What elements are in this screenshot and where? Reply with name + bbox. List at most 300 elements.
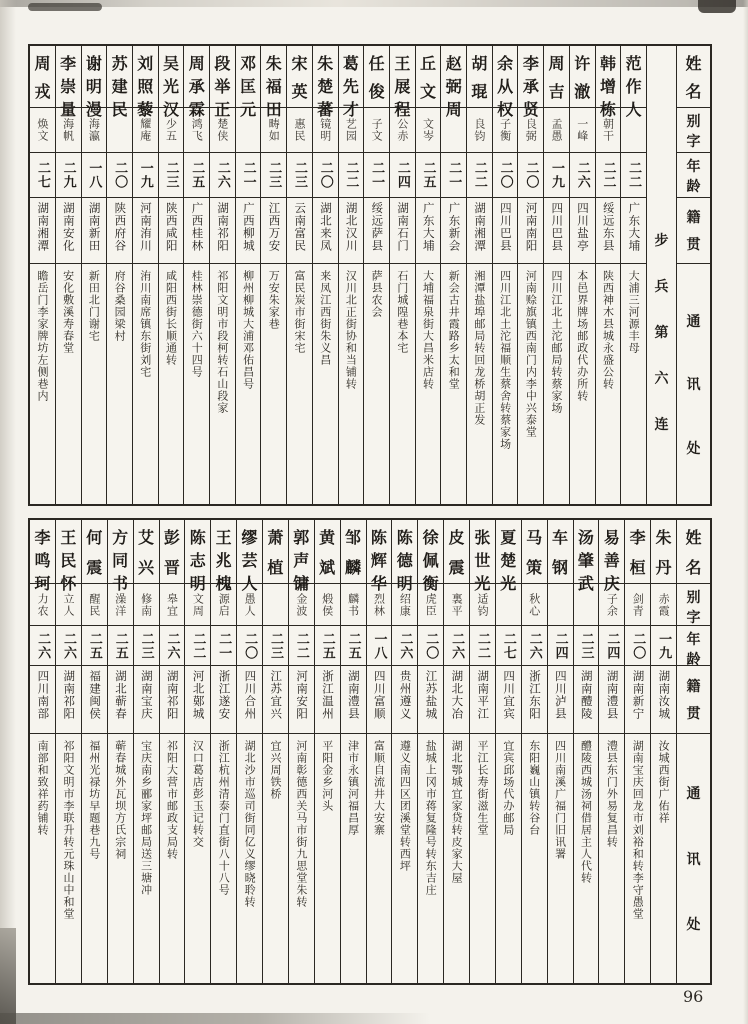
person-name-char: 肇 — [577, 551, 594, 570]
roster-column — [55, 46, 81, 504]
age-cell — [107, 153, 132, 198]
contact-address-cell — [416, 264, 441, 504]
contact-address-cell — [651, 734, 676, 983]
person-name-cell — [211, 520, 236, 593]
native-place-cell-text: 湖南醴陵 — [579, 670, 594, 720]
courtesy-name-cell-text: 立人 — [61, 592, 75, 617]
row-header-age-label — [687, 153, 701, 197]
person-name-char: 英 — [291, 82, 308, 101]
native-place-cell-text: 湖北蕲春 — [113, 670, 128, 720]
courtesy-name-cell — [570, 108, 595, 153]
age-cell — [339, 153, 364, 198]
roster-column — [340, 520, 366, 983]
roster-column — [210, 520, 236, 983]
age-cell — [390, 153, 415, 198]
person-name-cell — [339, 46, 364, 119]
contact-address-cell — [522, 734, 547, 983]
contact-address-cell-text: 大浦三河源丰母 — [627, 270, 641, 354]
person-name-cell — [493, 46, 518, 119]
row-header-age — [677, 153, 710, 198]
age-cell — [287, 153, 312, 198]
roster-column — [573, 520, 599, 983]
scan-artifact — [0, 928, 16, 1024]
person-name-char: 澈 — [574, 82, 591, 101]
person-name-char: 夏 — [500, 528, 517, 547]
person-name-char: 韩 — [599, 54, 616, 73]
person-name-cell — [108, 520, 133, 593]
person-name-char: 震 — [86, 558, 103, 577]
person-name-cell — [184, 46, 209, 119]
contact-address-cell — [108, 734, 133, 983]
contact-address-cell — [134, 734, 159, 983]
roster-column — [391, 520, 417, 983]
section-label-char: 兵 — [654, 279, 669, 295]
person-name-cell — [570, 46, 595, 108]
age-cell-text: 二七 — [34, 161, 50, 189]
age-cell — [56, 153, 81, 198]
person-name-char: 华 — [370, 574, 387, 593]
person-name-char: 汤 — [577, 528, 594, 547]
person-name-char: 权 — [497, 100, 514, 119]
age-cell-text: 二六 — [449, 631, 465, 660]
person-name-char: 缪 — [241, 528, 258, 547]
age-cell — [185, 626, 210, 666]
person-name-cell — [522, 520, 547, 584]
courtesy-name-cell-text: 烈林 — [372, 592, 386, 617]
courtesy-name-cell — [56, 584, 81, 626]
person-name-char: 藜 — [137, 100, 154, 119]
age-cell-text: 二一 — [369, 161, 385, 189]
age-cell-text: 二四 — [604, 631, 620, 660]
courtesy-name-cell-text: 子文 — [370, 118, 384, 142]
person-name — [574, 46, 590, 107]
person-name-char: 葛 — [342, 54, 359, 73]
person-name-char: 程 — [394, 100, 411, 119]
native-place-cell — [548, 666, 573, 734]
person-name — [34, 520, 51, 593]
person-name — [549, 46, 565, 107]
contact-address-cell-text: 陕西神木县城永盛公转 — [601, 270, 615, 390]
native-place-cell-text: 湖南湘潭 — [36, 202, 51, 252]
person-name-char: 珂 — [34, 574, 51, 593]
courtesy-name-cell — [315, 584, 340, 626]
row-header-age-label-char: 龄 — [686, 652, 701, 668]
contact-address-cell — [367, 734, 392, 983]
person-name-char: 正 — [214, 100, 231, 119]
section-label-char: 六 — [654, 371, 669, 387]
courtesy-name-cell — [441, 108, 466, 153]
roster-column — [132, 46, 158, 504]
row-header-column — [676, 520, 710, 983]
age-cell — [184, 153, 209, 198]
person-name-char: 辉 — [370, 551, 387, 570]
courtesy-name-cell — [496, 584, 521, 626]
person-name-char: 福 — [265, 77, 282, 96]
contact-address-cell-text: 汉川北正街协和当铺转 — [344, 270, 358, 390]
roster-column — [312, 46, 338, 504]
age-cell — [392, 626, 417, 666]
person-name — [342, 46, 359, 119]
roster-column — [288, 520, 314, 983]
person-name — [267, 520, 283, 583]
row-header-native-label — [687, 198, 701, 263]
section-label — [655, 46, 669, 504]
person-name-char: 怀 — [60, 574, 77, 593]
courtesy-name-cell — [263, 584, 288, 626]
person-name-cell — [56, 46, 81, 119]
row-header-contact-label-char: 处 — [686, 440, 701, 457]
person-name — [630, 520, 646, 583]
contact-address-cell — [570, 264, 595, 504]
contact-address-cell-text: 安化敷溪寿春堂 — [61, 270, 75, 354]
contact-address-cell-text: 富顺自流井大安寨 — [372, 740, 386, 836]
courtesy-name-cell — [418, 584, 443, 626]
contact-address-cell-text: 祁阳文明市段柯转石山段家 — [215, 270, 229, 414]
person-name-cell — [263, 520, 288, 584]
person-name-char: 佩 — [422, 551, 439, 570]
courtesy-name-cell — [416, 108, 441, 153]
person-name-char: 萧 — [267, 528, 284, 547]
courtesy-name-cell-text: 秋心 — [527, 592, 541, 617]
contact-address-cell — [185, 734, 210, 983]
contact-address-cell — [364, 264, 389, 504]
person-name-char: 许 — [574, 54, 591, 73]
roster-column — [547, 520, 573, 983]
person-name-char: 邹 — [345, 528, 362, 547]
contact-address-cell — [30, 734, 55, 983]
native-place-cell — [418, 666, 443, 734]
roster-column — [543, 46, 569, 504]
native-place-cell-text: 河南安阳 — [295, 670, 310, 720]
roster-column — [81, 46, 107, 504]
person-name-char: 志 — [189, 551, 206, 570]
courtesy-name-cell — [261, 108, 286, 153]
contact-address-cell — [263, 734, 288, 983]
row-header-name-label-char: 名 — [685, 82, 702, 101]
courtesy-name-cell-text: 朝干 — [601, 118, 615, 142]
age-cell — [261, 153, 286, 198]
person-name-char: 周 — [548, 54, 565, 73]
roster-column — [183, 46, 209, 504]
person-name-char: 李 — [522, 54, 539, 73]
person-name-cell — [185, 520, 210, 593]
age-cell-text: 二〇 — [523, 161, 539, 189]
roster-column — [159, 520, 185, 983]
person-name-char: 世 — [474, 551, 491, 570]
age-cell-text: 二六 — [35, 631, 51, 660]
contact-address-cell-text: 湖北鄂城宜家贷转皮家大屋 — [450, 740, 464, 884]
native-place-cell — [315, 666, 340, 734]
person-name-char: 量 — [60, 100, 77, 119]
courtesy-name-cell-text: 镜明 — [318, 118, 332, 142]
person-name-char: 元 — [240, 100, 257, 119]
courtesy-name-cell — [107, 108, 132, 153]
contact-address-cell-text: 富民炭市街宋宅 — [293, 270, 306, 354]
person-name-cell — [287, 46, 312, 108]
roster-column — [517, 46, 543, 504]
native-place-cell-text: 广东大埔 — [421, 202, 436, 252]
age-cell — [237, 626, 262, 666]
person-name-char: 善 — [603, 551, 620, 570]
person-name-cell — [518, 46, 543, 119]
native-place-cell — [263, 666, 288, 734]
native-place-cell — [184, 198, 209, 264]
age-cell — [289, 626, 314, 666]
courtesy-name-cell — [289, 584, 314, 626]
age-cell-text: 二六 — [164, 631, 180, 660]
person-name-char: 霖 — [188, 100, 205, 119]
person-name-cell — [625, 520, 650, 584]
contact-address-cell-text: 洧川南席镇东街刘宅 — [138, 270, 152, 378]
person-name-cell — [441, 46, 466, 119]
age-cell — [367, 626, 392, 666]
courtesy-name-cell — [621, 108, 646, 153]
contact-address-cell — [159, 264, 184, 504]
contact-address-cell-text: 宝庆南乡郦家坪邮局送三塘冲 — [139, 740, 153, 896]
courtesy-name-cell — [82, 584, 107, 626]
courtesy-name-cell — [211, 584, 236, 626]
courtesy-name-cell — [30, 108, 55, 153]
person-name — [420, 46, 436, 107]
person-name-char: 兴 — [138, 558, 155, 577]
native-place-cell — [544, 198, 569, 264]
person-name — [189, 520, 206, 593]
person-name-char: 举 — [214, 77, 231, 96]
age-cell — [263, 626, 288, 666]
contact-address-cell-text: 盐城上冈市蒋复隆号转东吉庄 — [424, 740, 438, 896]
contact-address-cell — [56, 734, 81, 983]
courtesy-name-cell — [160, 584, 185, 626]
person-name-char: 戎 — [34, 82, 51, 101]
contact-address-cell-text: 瞻岳门李家牌坊左侧巷内 — [35, 270, 49, 402]
roster-column — [55, 520, 81, 983]
courtesy-name-cell — [444, 584, 469, 626]
person-name-cell — [30, 520, 55, 593]
person-name-char: 周 — [34, 54, 51, 73]
row-header-zi-label — [687, 584, 701, 625]
row-header-zi-label — [687, 108, 701, 152]
person-name-char: 兆 — [215, 551, 232, 570]
person-name-char: 植 — [267, 558, 284, 577]
age-cell — [56, 626, 81, 666]
native-place-cell-text: 四川南部 — [36, 670, 51, 720]
roster-column — [415, 46, 441, 504]
person-name-char: 陈 — [370, 528, 387, 547]
roster-column — [466, 46, 492, 504]
courtesy-name-cell-text: 金波 — [294, 592, 308, 617]
person-name-cell — [651, 520, 676, 584]
native-place-cell — [574, 666, 599, 734]
row-header-contact — [677, 734, 710, 983]
courtesy-name-cell-text: 绍康 — [398, 592, 412, 617]
age-cell — [522, 626, 547, 666]
person-name — [369, 46, 385, 107]
contact-address-cell — [625, 734, 650, 983]
person-name — [471, 46, 487, 107]
native-place-cell-text: 四川泸县 — [553, 670, 568, 720]
person-name-cell — [134, 520, 159, 584]
roster-column — [521, 520, 547, 983]
row-header-native-label-char: 籍 — [686, 210, 701, 227]
contact-address-cell-text: 平江长寿街滋生堂 — [475, 740, 489, 836]
age-cell-text: 二〇 — [317, 161, 333, 189]
roster-column — [492, 46, 518, 504]
native-place-cell — [390, 198, 415, 264]
age-cell — [441, 153, 466, 198]
courtesy-name-cell-text: 楚侠 — [215, 118, 229, 142]
native-place-cell-text: 四川巴县 — [550, 202, 565, 252]
age-cell-text: 一八 — [371, 631, 387, 660]
native-place-cell — [289, 666, 314, 734]
courtesy-name-cell — [625, 584, 650, 626]
age-cell — [210, 153, 235, 198]
native-place-cell-text: 湖南祁阳 — [165, 670, 180, 720]
age-cell-text: 二一 — [240, 161, 256, 189]
age-cell-text: 二〇 — [423, 631, 439, 660]
person-name — [164, 520, 180, 583]
person-name-char: 衡 — [422, 574, 439, 593]
person-name-char: 刘 — [137, 54, 154, 73]
person-name-char: 承 — [188, 77, 205, 96]
native-place-cell — [596, 198, 621, 264]
person-name-char: 宋 — [291, 54, 308, 73]
row-header-age-label-char: 年 — [686, 632, 701, 648]
courtesy-name-cell-text: 煅侯 — [320, 592, 334, 617]
age-cell-text: 二四 — [394, 161, 410, 189]
person-name — [497, 46, 514, 119]
contact-address-cell-text: 醴陵西城汤祠借居主人代转 — [579, 740, 593, 884]
roster-column — [107, 520, 133, 983]
section-label-char: 第 — [654, 325, 669, 341]
native-place-cell — [82, 198, 107, 264]
courtesy-name-cell — [364, 108, 389, 153]
native-place-cell — [133, 198, 158, 264]
roster-column — [262, 520, 288, 983]
courtesy-name-cell — [313, 108, 338, 153]
contact-address-cell-text: 南部和致祥药铺转 — [36, 740, 50, 836]
native-place-cell — [237, 666, 262, 734]
age-cell-text: 二五 — [86, 631, 102, 660]
contact-address-cell — [160, 734, 185, 983]
person-name-char: 栋 — [599, 100, 616, 119]
courtesy-name-cell-text: 虎臣 — [424, 592, 438, 617]
native-place-cell-text: 陕西咸阳 — [164, 202, 179, 252]
roster-column — [209, 46, 235, 504]
courtesy-name-cell — [518, 108, 543, 153]
courtesy-name-cell — [467, 108, 492, 153]
native-place-cell-text: 湖南湘潭 — [473, 202, 488, 252]
contact-address-cell-text: 津市永镇河福昌厚 — [346, 740, 360, 836]
native-place-cell — [522, 666, 547, 734]
courtesy-name-cell-text: 澡洋 — [113, 592, 127, 617]
contact-address-cell — [289, 734, 314, 983]
contact-address-cell — [184, 264, 209, 504]
person-name-cell — [56, 520, 81, 593]
person-name — [60, 46, 77, 119]
person-name-char: 震 — [448, 558, 465, 577]
person-name-char: 同 — [112, 551, 129, 570]
contact-address-cell — [82, 264, 107, 504]
courtesy-name-cell — [390, 108, 415, 153]
person-name-char: 王 — [215, 528, 232, 547]
person-name-cell — [416, 46, 441, 108]
scan-artifact — [698, 0, 736, 13]
person-name-char: 彭 — [163, 528, 180, 547]
row-header-contact-label-char: 讯 — [686, 377, 701, 393]
age-cell-text: 一八 — [86, 161, 102, 189]
age-cell — [82, 626, 107, 666]
row-header-contact-label-char: 讯 — [686, 851, 701, 868]
roster-column — [184, 520, 210, 983]
age-cell — [651, 626, 676, 666]
person-name — [552, 520, 568, 583]
person-name-char: 展 — [394, 77, 411, 96]
person-name-char: 文 — [420, 82, 437, 101]
scan-artifact — [743, 0, 748, 1024]
person-name — [112, 520, 129, 593]
person-name-char: 建 — [111, 77, 128, 96]
native-place-cell-text: 湖南平江 — [476, 670, 491, 720]
person-name — [138, 520, 154, 583]
person-name-cell — [390, 46, 415, 119]
courtesy-name-cell — [544, 108, 569, 153]
contact-address-cell-text: 四川江北土沱福顺生蔡舍转蔡家场 — [498, 270, 512, 450]
person-name-char: 谢 — [85, 54, 102, 73]
native-place-cell — [570, 198, 595, 264]
person-name — [370, 520, 387, 593]
roster-column — [236, 520, 262, 983]
person-name — [603, 520, 620, 593]
contact-address-cell-text: 平阳金乡河头 — [320, 740, 334, 812]
courtesy-name-cell-text: 赤霞 — [657, 592, 671, 617]
person-name-char: 方 — [112, 528, 129, 547]
courtesy-name-cell — [159, 108, 184, 153]
roster-column — [260, 46, 286, 504]
person-name — [265, 46, 282, 119]
courtesy-name-cell-text: 愚人 — [243, 592, 257, 617]
age-cell-text: 二六 — [214, 161, 230, 189]
contact-address-cell-text: 福州光禄坊早题巷九号 — [87, 740, 101, 860]
roster-column — [495, 520, 521, 983]
roster-column — [133, 520, 159, 983]
person-name-char: 李 — [629, 528, 646, 547]
age-cell — [30, 626, 55, 666]
age-cell — [574, 626, 599, 666]
contact-address-cell-text: 来凤江西街朱义昌 — [318, 270, 332, 366]
person-name-char: 明 — [85, 77, 102, 96]
contact-address-cell-text: 宜兴周铁桥 — [268, 740, 282, 800]
native-place-cell — [108, 666, 133, 734]
row-header-name-label — [685, 46, 701, 107]
person-name-char: 任 — [368, 54, 385, 73]
age-cell-text: 二五 — [345, 631, 361, 660]
courtesy-name-cell-text: 良弼 — [524, 118, 538, 142]
person-name — [396, 520, 413, 593]
contact-address-cell — [493, 264, 518, 504]
native-place-cell-text: 云南富民 — [293, 202, 308, 252]
contact-address-cell — [315, 734, 340, 983]
age-cell-text: 二一 — [216, 631, 232, 660]
person-name-char: 田 — [265, 100, 282, 119]
native-place-cell — [444, 666, 469, 734]
age-cell-text: 二二 — [190, 631, 206, 660]
roster-column — [106, 46, 132, 504]
contact-address-cell-text: 宜宾邱场代办邮局 — [501, 740, 515, 836]
age-cell-text: 二二 — [293, 631, 309, 660]
age-cell — [236, 153, 261, 198]
person-name — [60, 520, 77, 593]
native-place-cell-text: 四川巴县 — [498, 202, 513, 252]
